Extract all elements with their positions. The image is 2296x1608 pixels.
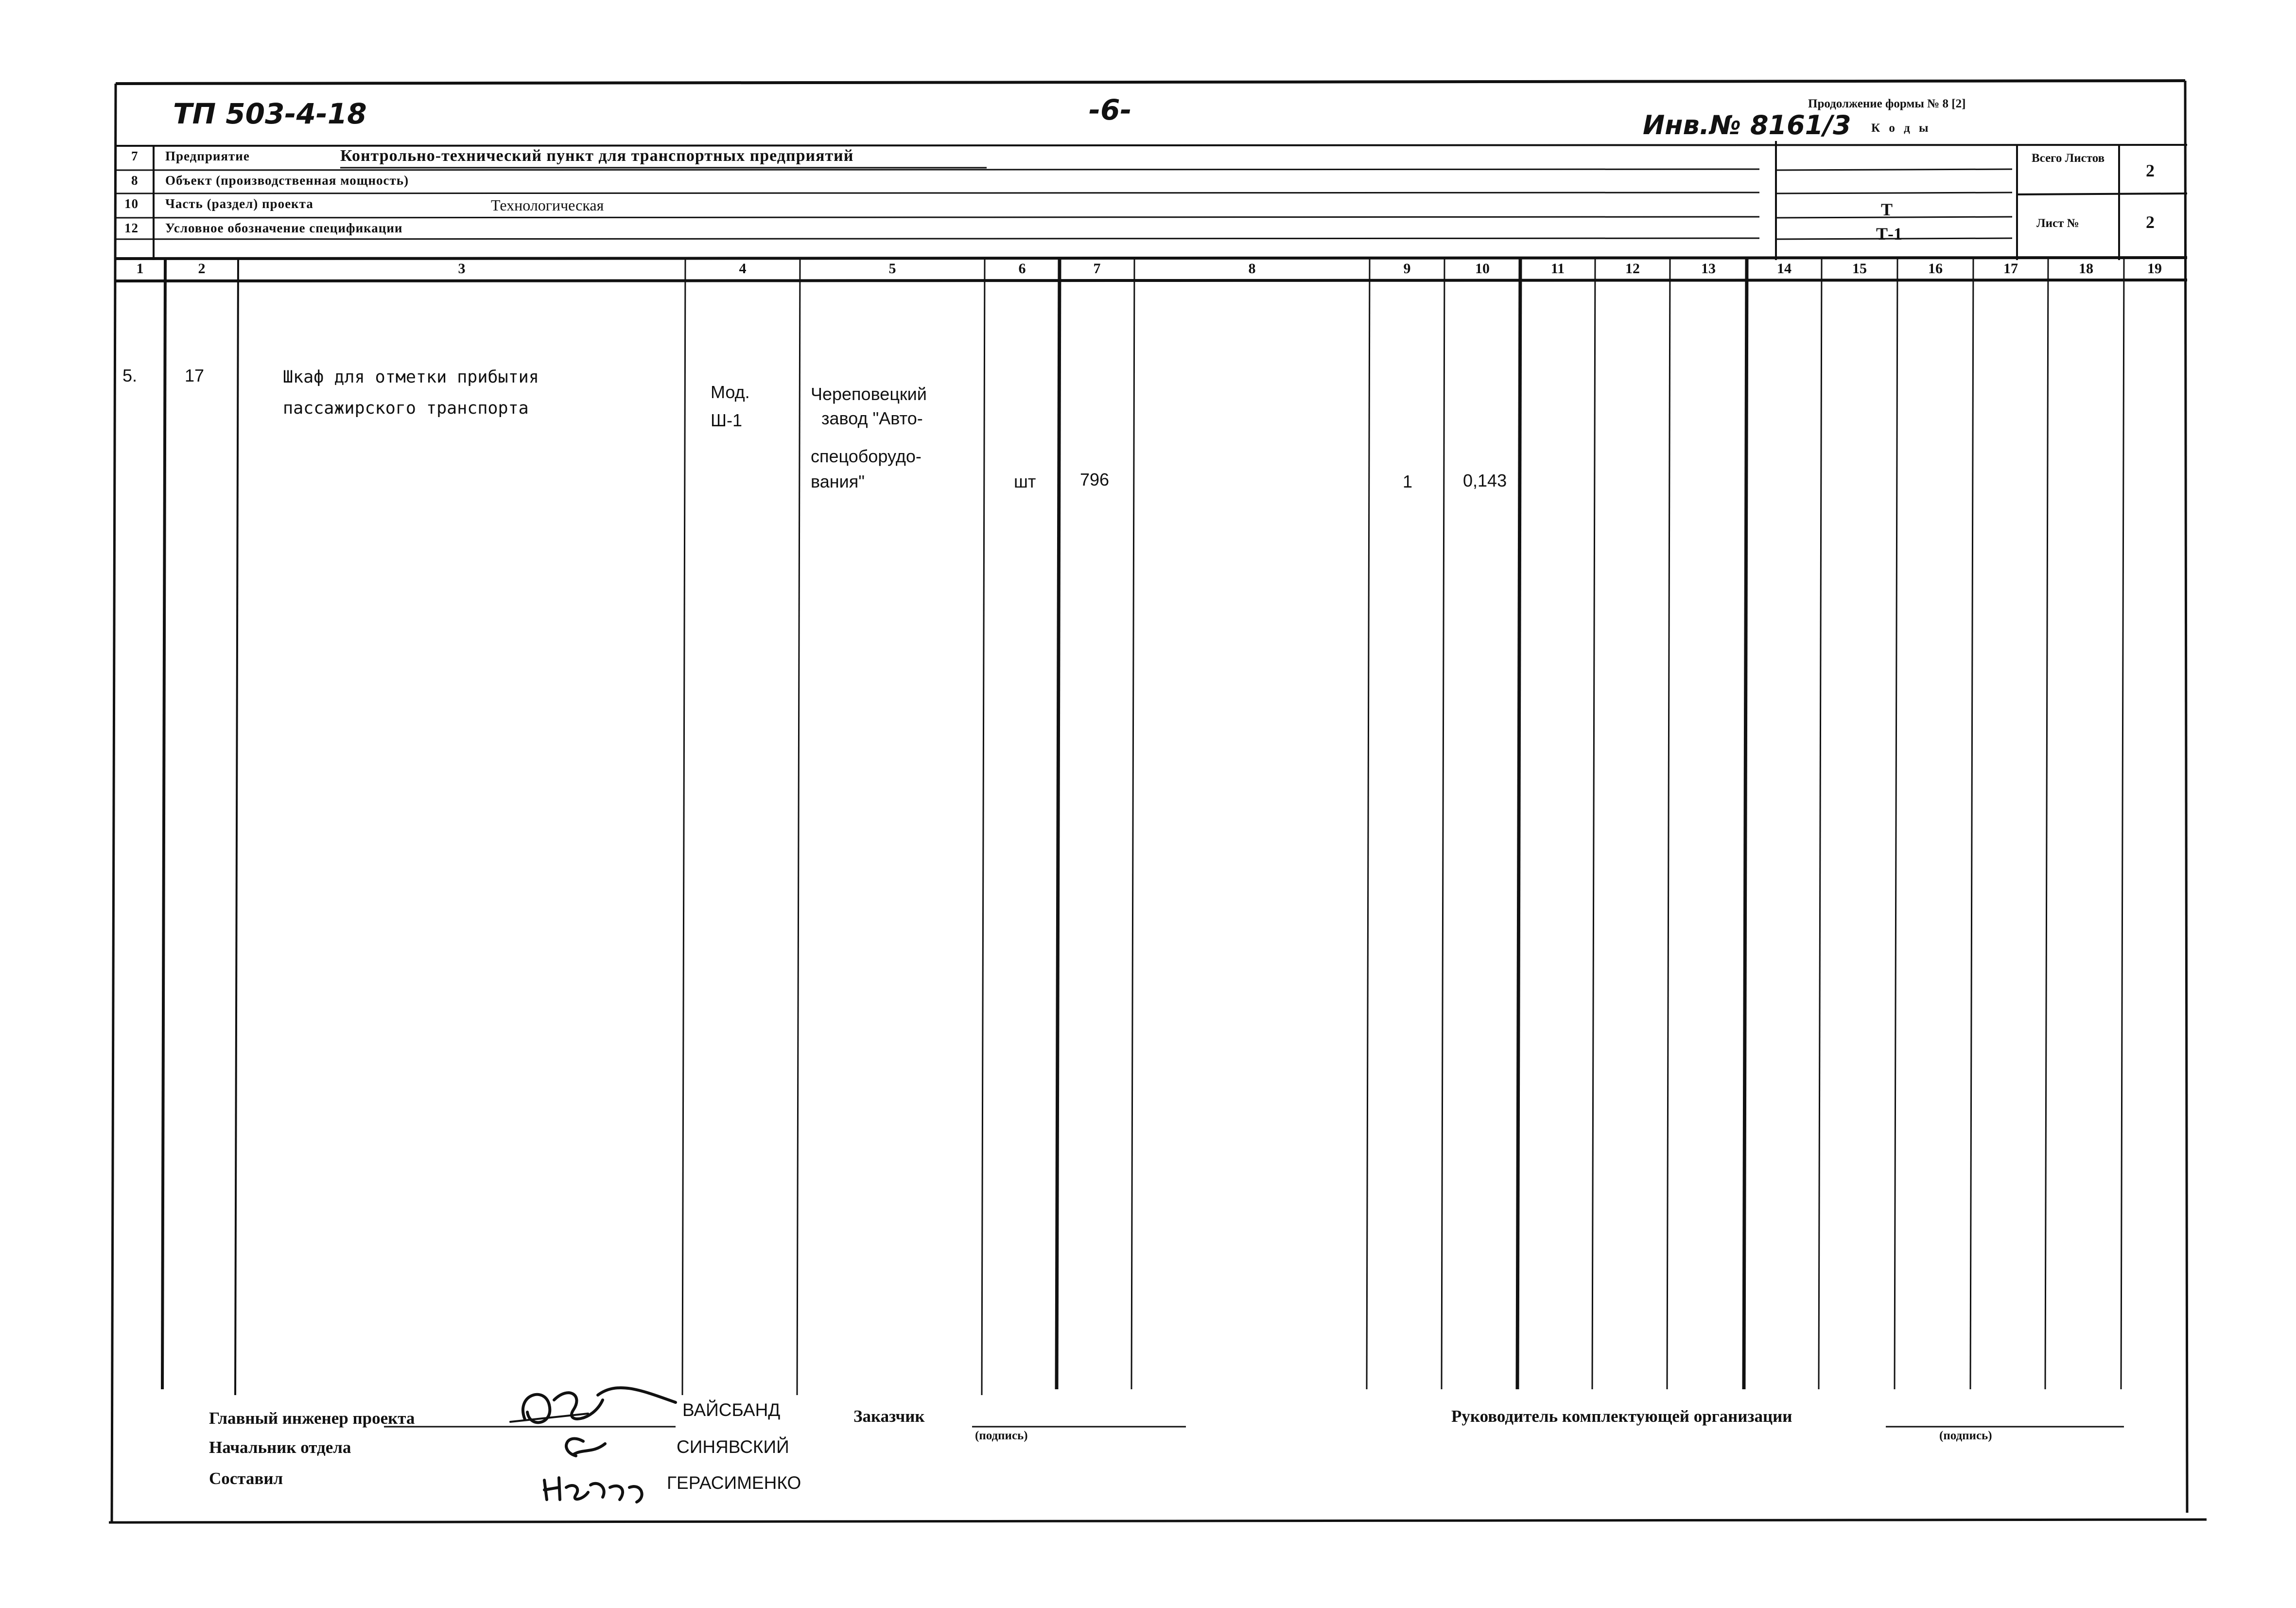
entry-manufacturer-line2: завод "Авто-	[821, 408, 923, 428]
entry-name-line2: пассажирского транспорта	[283, 399, 529, 418]
inventory-number: Инв.№ 8161/3	[1643, 110, 1851, 140]
col-header-11: 11	[1550, 261, 1565, 277]
col-header-10: 10	[1475, 261, 1490, 277]
codes-label: К о д ы	[1871, 122, 1931, 135]
row-num-7: 7	[131, 149, 139, 163]
spec-code: Т-1	[1876, 224, 1902, 244]
row-num-10: 10	[124, 196, 139, 211]
col-header-18: 18	[2079, 261, 2093, 277]
org-head-signature-hint: (подпись)	[1939, 1429, 1992, 1442]
entry-unit: шт	[1014, 472, 1036, 491]
customer-signature-hint: (подпись)	[975, 1429, 1028, 1442]
total-sheets-label: Всего Листов	[2032, 152, 2105, 165]
entry-mass: 0,143	[1463, 471, 1507, 490]
entry-quantity: 1	[1403, 472, 1413, 491]
entry-manufacturer-line1: Череповецкий	[811, 384, 927, 404]
doc-code: ТП 503-4-18	[173, 97, 367, 130]
col-header-8: 8	[1248, 261, 1256, 277]
dept-head-label: Начальник отдела	[209, 1438, 351, 1457]
col-header-16: 16	[1928, 261, 1943, 277]
col-header-13: 13	[1701, 261, 1716, 277]
col-header-9: 9	[1403, 261, 1411, 277]
form-continuation: Продолжение формы № 8 [2]	[1808, 97, 1966, 110]
col-header-2: 2	[198, 261, 206, 277]
col-header-1: 1	[136, 261, 144, 277]
entry-manufacturer-line4: вания"	[811, 472, 865, 491]
row-num-12: 12	[124, 221, 139, 235]
col-header-7: 7	[1093, 261, 1101, 277]
total-sheets-value: 2	[2146, 161, 2155, 180]
col-header-19: 19	[2147, 261, 2162, 277]
spec-designation-label: Условное обозначение спецификации	[165, 221, 403, 235]
entry-position: 5.	[122, 366, 138, 385]
customer-label: Заказчик	[853, 1407, 925, 1426]
col-header-14: 14	[1777, 261, 1792, 277]
org-head-label: Руководитель комплектующей организации	[1451, 1407, 1792, 1426]
sheet-number-label: Лист №	[2036, 217, 2079, 230]
enterprise-value: Контрольно-технический пункт для транспортных предприятий	[340, 147, 854, 165]
chief-engineer-name: ВАЙСБАНД	[682, 1400, 781, 1420]
entry-model-line2: Ш-1	[711, 410, 743, 430]
col-header-4: 4	[739, 261, 747, 277]
page-number: -6-	[1089, 93, 1132, 126]
entry-model-line1: Мод.	[711, 382, 750, 402]
project-part-label: Часть (раздел) проекта	[165, 196, 313, 211]
entry-unit-code: 796	[1080, 470, 1110, 489]
composer-name: ГЕРАСИМЕНКО	[667, 1473, 801, 1493]
chief-engineer-label: Главный инженер проекта	[209, 1409, 415, 1428]
sheet-number-value: 2	[2146, 212, 2155, 232]
project-part-value: Технологическая	[491, 196, 604, 214]
enterprise-label: Предприятие	[165, 149, 250, 163]
col-header-5: 5	[888, 261, 896, 277]
row-num-8: 8	[131, 173, 139, 188]
entry-item-number: 17	[185, 366, 205, 385]
col-header-6: 6	[1018, 261, 1026, 277]
col-header-17: 17	[2003, 261, 2018, 277]
composer-label: Составил	[209, 1469, 283, 1488]
entry-name-line1: Шкаф для отметки прибытия	[283, 367, 539, 387]
project-part-code: Т	[1881, 200, 1893, 219]
object-label: Объект (производственная мощность)	[165, 173, 409, 188]
col-header-3: 3	[458, 261, 466, 277]
dept-head-name: СИНЯВСКИЙ	[677, 1437, 789, 1457]
col-header-15: 15	[1852, 261, 1867, 277]
entry-manufacturer-line3: спецоборудо-	[811, 446, 922, 466]
col-header-12: 12	[1625, 261, 1640, 277]
